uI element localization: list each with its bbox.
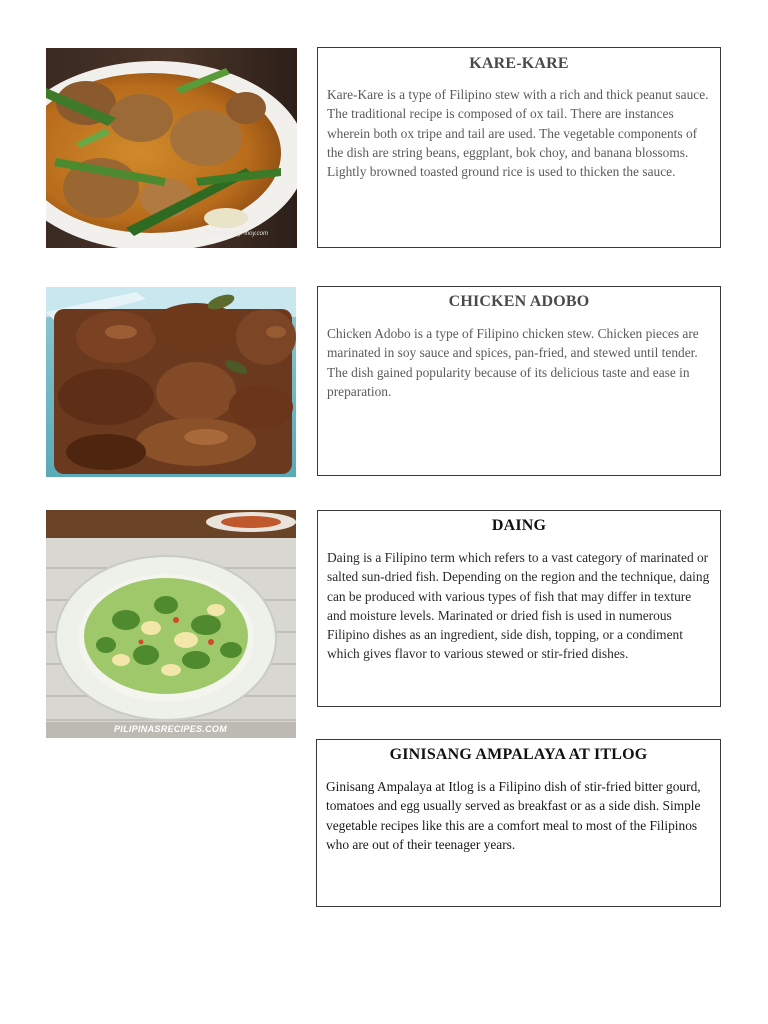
chicken-adobo-photo [46,287,296,477]
dish-title: GINISANG AMPALAYA AT ITLOG [389,746,648,763]
dish-title: CHICKEN ADOBO [448,293,590,310]
dish-title: DAING [491,517,547,534]
kare-kare-photo [46,48,297,248]
dish-card-kare-kare [317,47,721,248]
photo-credit: PILIPINASRECIPES.COM [114,724,228,734]
daing-photo [46,510,296,738]
photo-credit: © PanlasangPinoy.com [206,231,269,237]
dish-description: Daing is a Filipino term which refers to a vast category of marinated or salted sun-dried fish. Depending on the region and the technique, daing can be produced with various types of fish that may differ in texture and moisture levels. Marinated or dried fish is used in numerous Filipino dishes as an ingredient, side dish, topping, or a condiment which gives flavor to various stewed or stir-fried dishes. [327,550,710,662]
dish-description: Kare-Kare is a type of Filipino stew with a rich and thick peanut sauce. The traditional recipe is composed of ox tail. There are instances wherein both ox tripe and tail are used. The vegetable components of the dish are string beans, eggplant, bok choy, and banana blossoms. Lightly browned toasted ground rice is used to thicken the sauce. [327,87,709,180]
dish-card-ginisang-ampalaya [316,739,721,907]
dish-card-daing [317,510,721,707]
dish-title: KARE-KARE [469,55,569,72]
dish-description: Chicken Adobo is a type of Filipino chicken stew. Chicken pieces are marinated in soy sauce and spices, pan-fried, and stewed until tender. The dish gained popularity because of its delicious taste and ease in preparation. [327,326,699,399]
dish-description: Ginisang Ampalaya at Itlog is a Filipino dish of stir-fried bitter gourd, tomatoes and egg usually served as breakfast or as a side dish. Simple vegetable recipes like this are a comfort meal to most of the Filipinos who are out of their teenager years. [326,779,701,852]
dish-card-chicken-adobo [317,286,721,476]
